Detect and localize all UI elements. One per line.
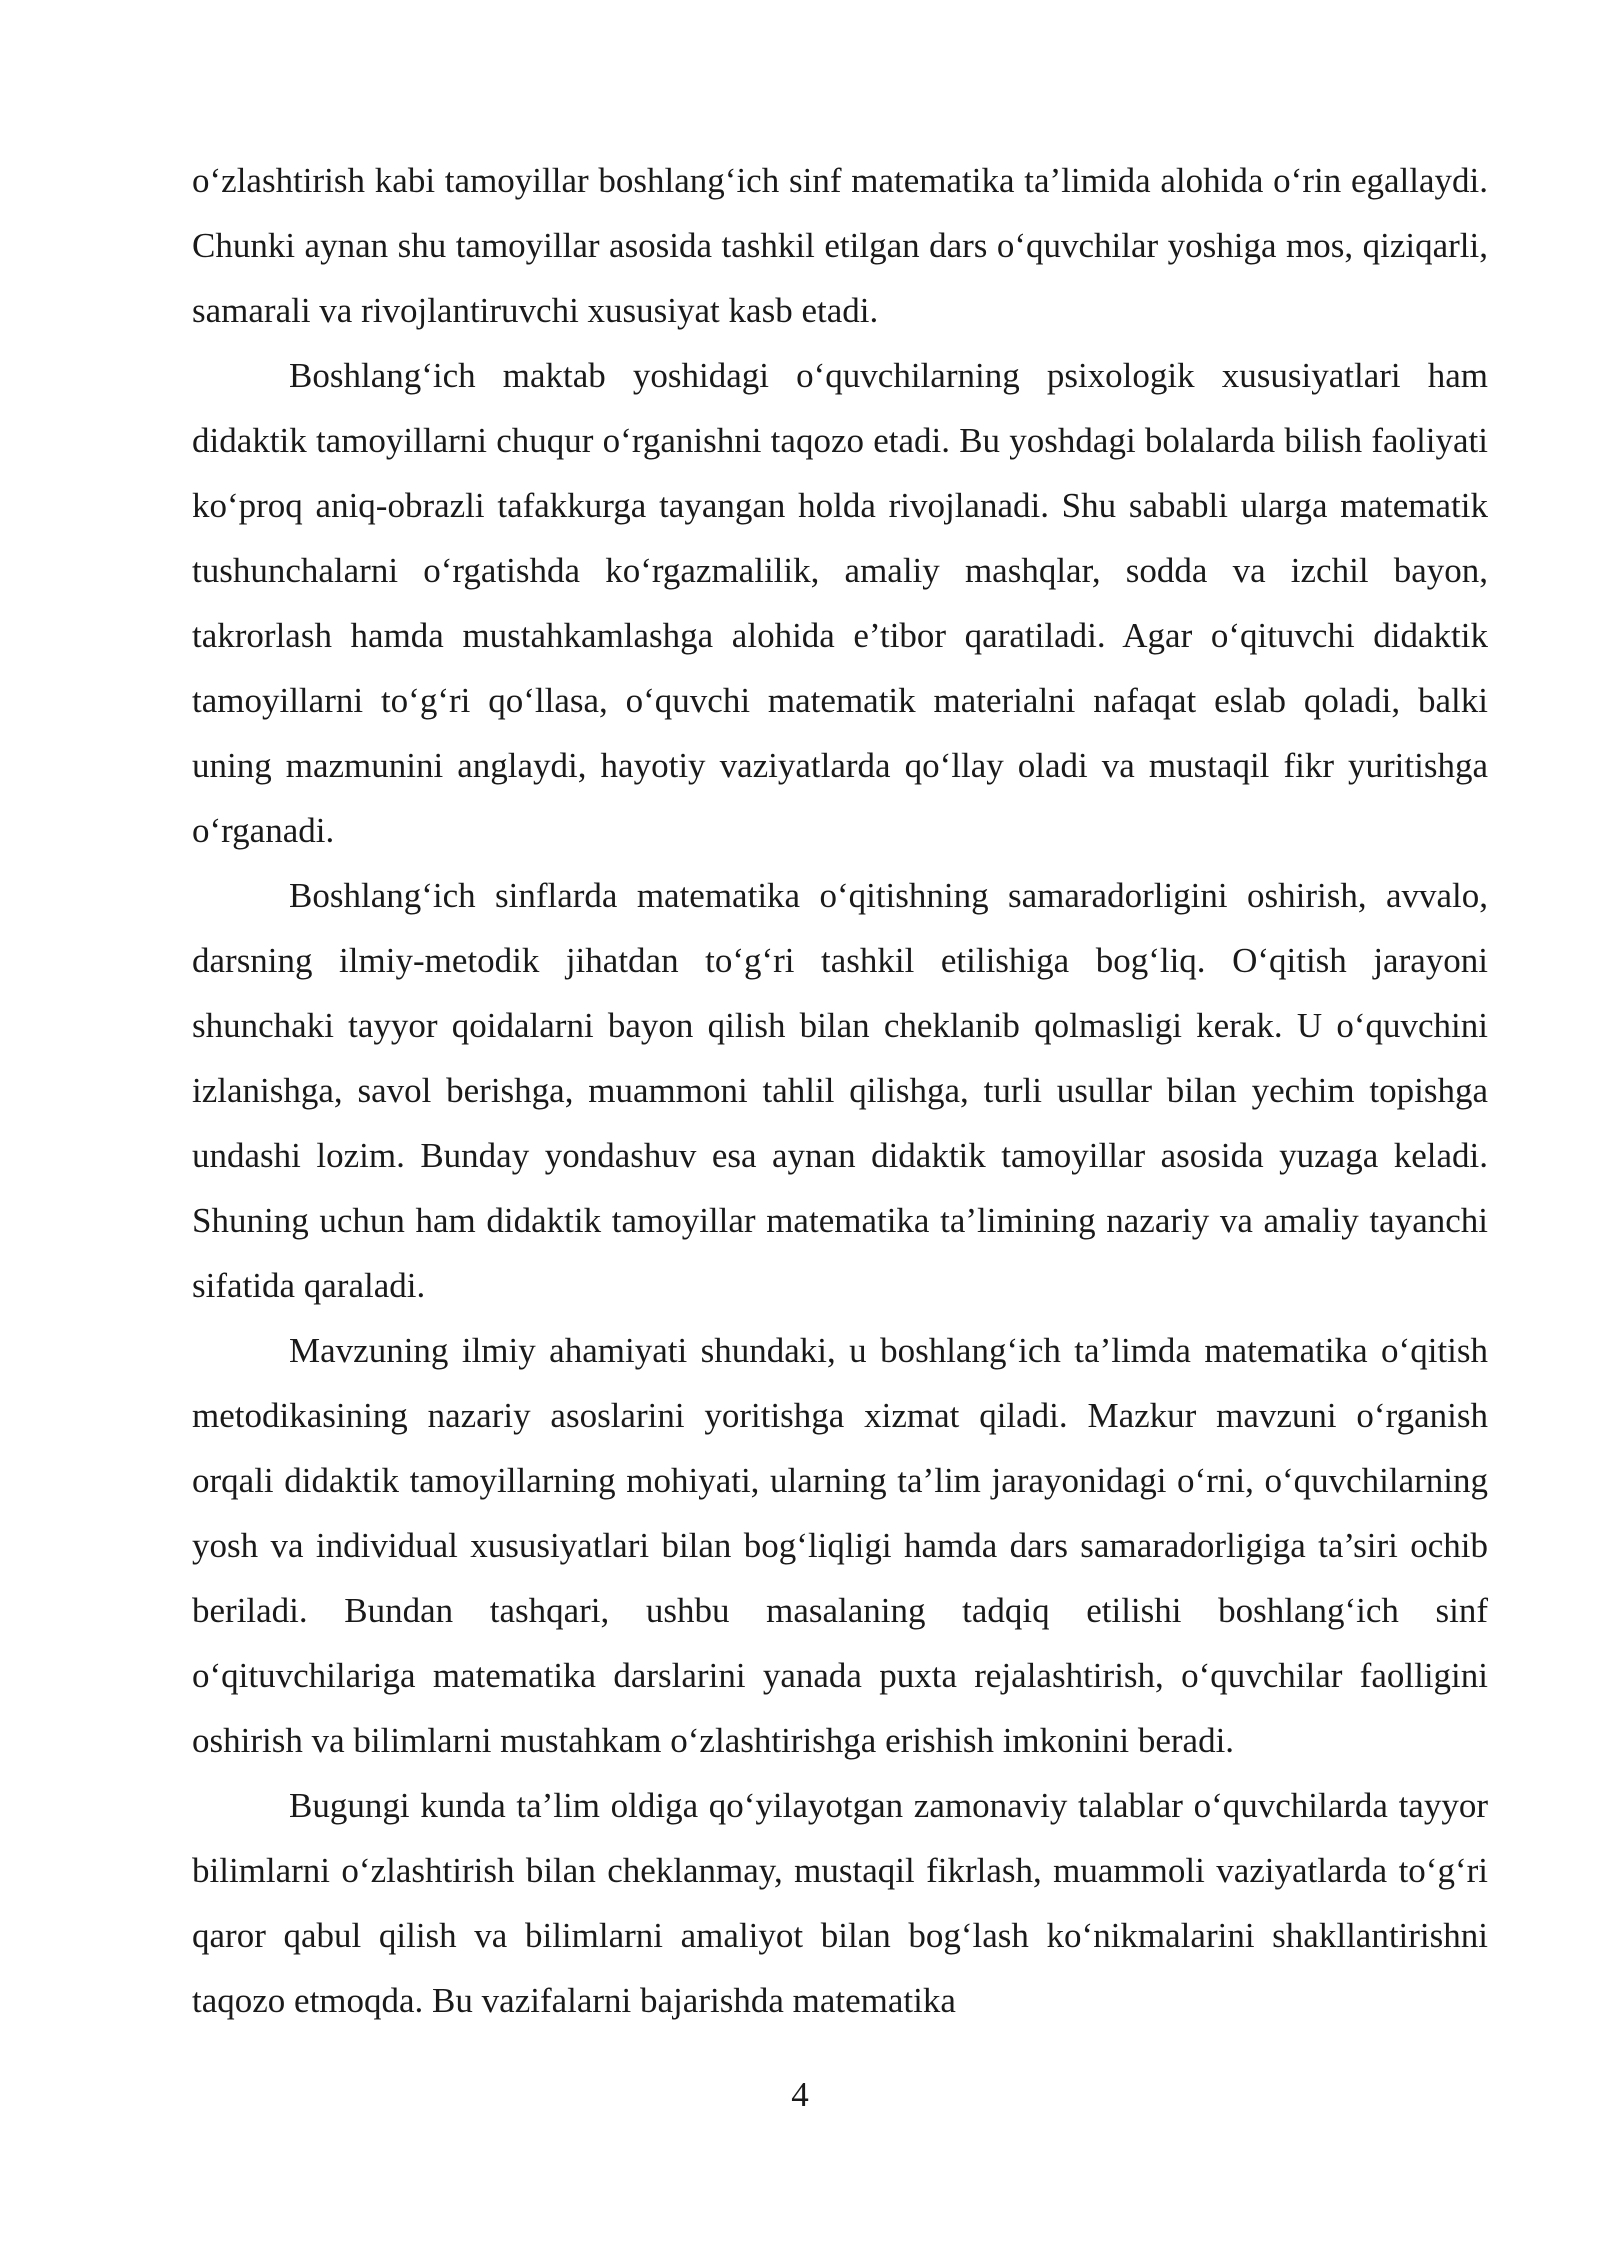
paragraph-continuation: o‘zlashtirish kabi tamoyillar boshlang‘ich sinf matematika ta’limida alohida o‘rin egallaydi. Chunki aynan shu tamoyillar asosida tashkil etilgan dars o‘quvchilar yoshiga mos, qiziqarli, samarali va rivojlantiruvchi xususiyat kasb etadi. [192, 161, 1488, 330]
paragraph: Bugungi kunda ta’lim oldiga qo‘yilayotgan zamonaviy talablar o‘quvchilarda tayyor bilimlarni o‘zlashtirish bilan cheklanmay, mustaqil fikrlash, muammoli vaziyatlarda to‘g‘ri qaror qabul qilish va bilimlarni amaliyot bilan bog‘lash ko‘nikmalarini shakllantirishni taqozo etmoqda. Bu vazifalarni bajarishda matematika [192, 1786, 1488, 2020]
paragraph: Mavzuning ilmiy ahamiyati shundaki, u boshlang‘ich ta’limda matematika o‘qitish metodikasining nazariy asoslarini yoritishga xizmat qiladi. Mazkur mavzuni o‘rganish orqali didaktik tamoyillarning mohiyati, ularning ta’lim jarayonidagi o‘rni, o‘quvchilarning yosh va individual xususiyatlari bilan bog‘liqligi hamda dars samaradorligiga ta’siri ochib beriladi. Bundan tashqari, ushbu masalaning tadqiq etilishi boshlang‘ich sinf o‘qituvchilariga matematika darslarini yanada puxta rejalashtirish, o‘quvchilar faolligini oshirish va bilimlarni mustahkam o‘zlashtirishga erishish imkonini beradi. [192, 1331, 1488, 1760]
paragraph: Boshlang‘ich sinflarda matematika o‘qitishning samaradorligini oshirish, avvalo, darsning ilmiy-metodik jihatdan to‘g‘ri tashkil etilishiga bog‘liq. O‘qitish jarayoni shunchaki tayyor qoidalarni bayon qilish bilan cheklanib qolmasligi kerak. U o‘quvchini izlanishga, savol berishga, muammoni tahlil qilishga, turli usullar bilan yechim topishga undashi lozim. Bunday yondashuv esa aynan didaktik tamoyillar asosida yuzaga keladi. Shuning uchun ham didaktik tamoyillar matematika ta’limining nazariy va amaliy tayanchi sifatida qaraladi. [192, 876, 1488, 1305]
paragraph: Boshlang‘ich maktab yoshidagi o‘quvchilarning psixologik xususiyatlari ham didaktik tamoyillarni chuqur o‘rganishni taqozo etadi. Bu yoshdagi bolalarda bilish faoliyati ko‘proq aniq-obrazli tafakkurga tayangan holda rivojlanadi. Shu sababli ularga matematik tushunchalarni o‘rgatishda ko‘rgazmalilik, amaliy mashqlar, sodda va izchil bayon, takrorlash hamda mustahkamlashga alohida e’tibor qaratiladi. Agar o‘qituvchi didaktik tamoyillarni to‘g‘ri qo‘llasa, o‘quvchi matematik materialni nafaqat eslab qoladi, balki uning mazmunini anglaydi, hayotiy vaziyatlarda qo‘llay oladi va mustaqil fikr yuritishga o‘rganadi. [192, 356, 1488, 850]
page-number: 4 [791, 2075, 809, 2114]
body-text [192, 148, 1488, 2033]
